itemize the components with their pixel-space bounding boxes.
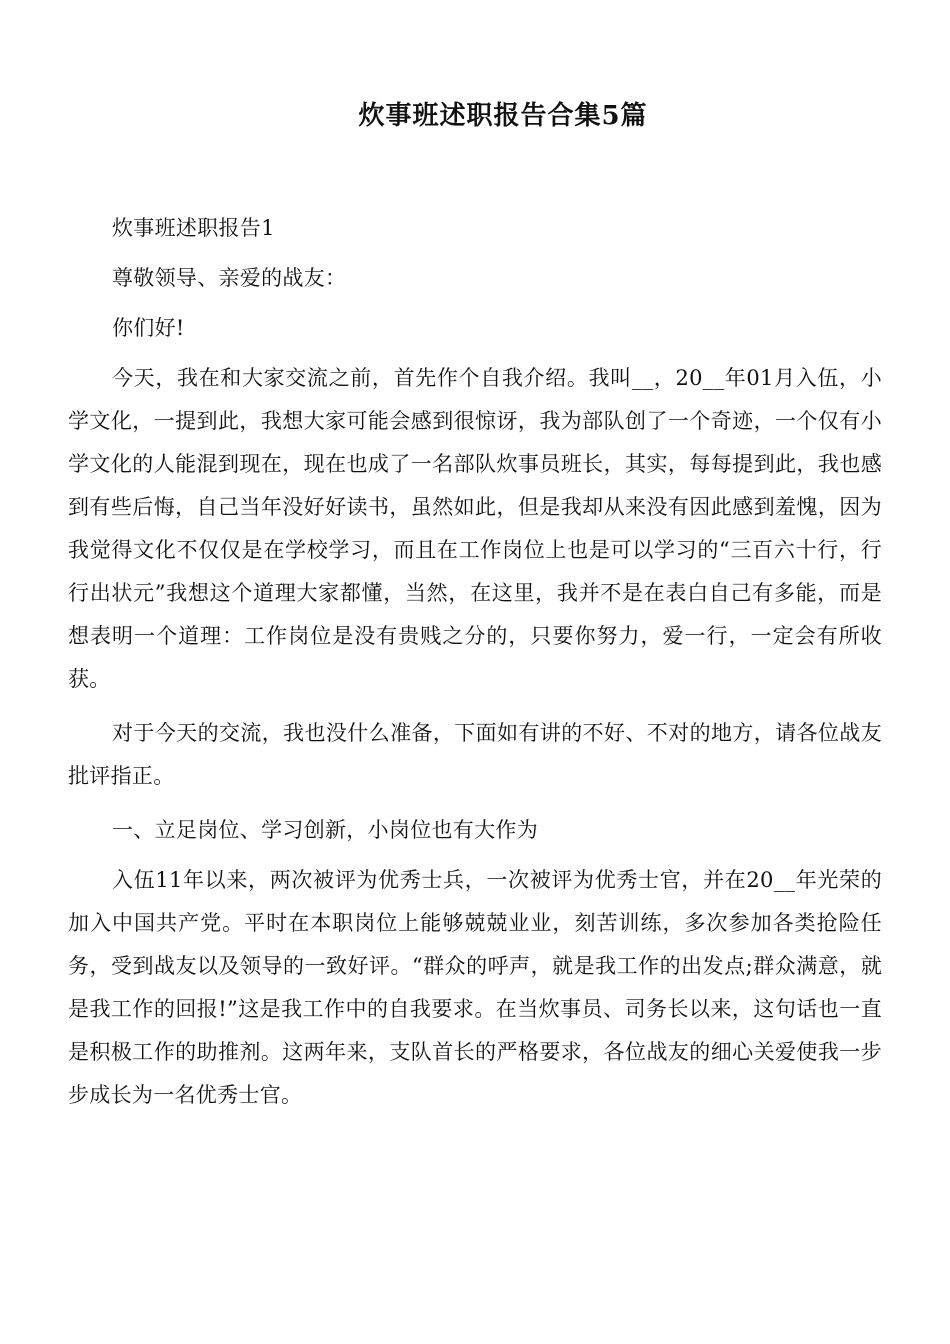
section-heading: 炊事班述职报告1 (112, 216, 275, 240)
document-body (68, 207, 882, 1128)
salutation: 尊敬领导、亲爱的战友： (112, 266, 347, 290)
document-title: 炊事班述职报告合集5篇 (358, 101, 648, 131)
greeting: 你们好! (112, 316, 185, 340)
paragraph-preface: 对于今天的交流，我也没什么准备，下面如有讲的不好、不对的地方，请各位战友批评指正。 (68, 721, 882, 788)
paragraph-achievements: 入伍11年以来，两次被评为优秀士兵，一次被评为优秀士官，并在20__年光荣的加入中国共产党。平时在本职岗位上能够兢兢业业，刻苦训练，多次参加各类抢险任务，受到战友以及领导的一致好评。“群众的呼声，就是我工作的出发点;群众满意，就是我工作的回报!”这是我工作中的自我要求。在当炊事员、司务长以来，这句话也一直是积极工作的助推剂。这两年来，支队首长的严格要求，各位战友的细心关爱使我一步步成长为一名优秀士官。 (68, 868, 882, 1107)
subheading-one: 一、立足岗位、学习创新，小岗位也有大作为 (112, 818, 538, 842)
paragraph-introduction: 今天，我在和大家交流之前，首先作个自我介绍。我叫__，20__年01月入伍，小学文化，一提到此，我想大家可能会感到很惊讶，我为部队创了一个奇迹，一个仅有小学文化的人能混到现在，现在也成了一名部队炊事员班长，其实，每每提到此，我也感到有些后悔，自己当年没好好读书，虽然如此，但是我却从来没有因此感到羞愧，因为我觉得文化不仅仅是在学校学习，而且在工作岗位上也是可以学习的“三百六十行，行行出状元”我想这个道理大家都懂，当然，在这里，我并不是在表白自己有多能，而是想表明一个道理：工作岗位是没有贵贱之分的，只要你努力，爱一行，一定会有所收获。 (68, 366, 882, 691)
